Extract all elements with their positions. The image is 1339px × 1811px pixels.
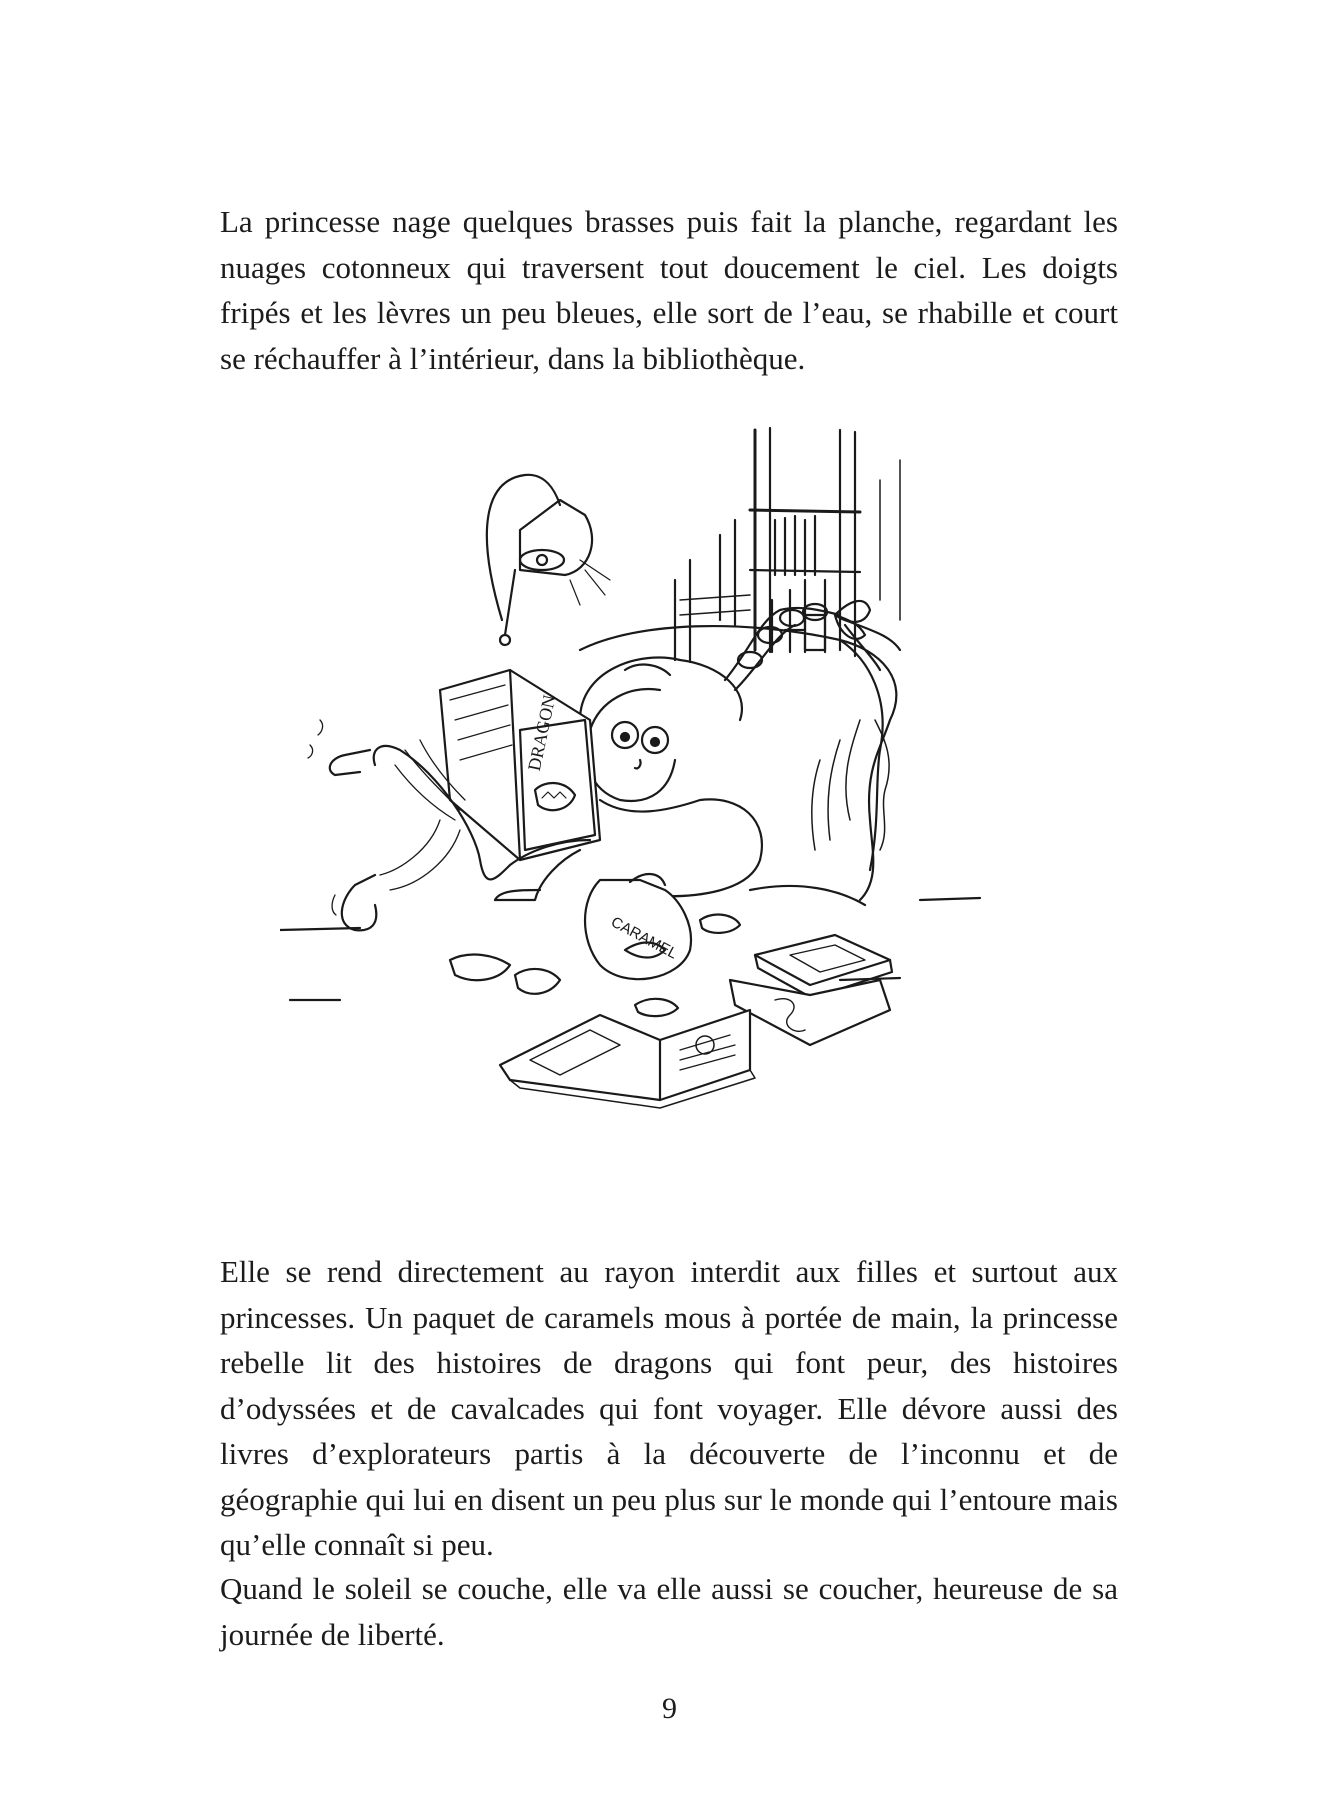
open-book [500, 1010, 755, 1108]
page-number: 9 [662, 1692, 677, 1725]
paragraph-sunset: Quand le soleil se couche, elle va elle aussi se coucher, heureuse de sa journée de liberté. [220, 1571, 1118, 1652]
lamp-icon [487, 475, 610, 645]
books-stack [730, 935, 892, 1045]
book-cover-text: DRAGON [523, 693, 560, 773]
candy-bag-text: CARAMEL [608, 913, 681, 963]
face [586, 722, 675, 801]
caramel-bag [585, 874, 691, 979]
paragraph-library: Elle se rend directement au rayon interdit aux filles et surtout aux princesses. Un paquet de caramels mous à portée de main, la princesse rebelle lit des histoires de dragons qui font peur, des histoires d’odyssées et de cavalcades qui font voyager. Elle dévore aussi des livres d’explorateurs partis à la découverte de l’inconnu et de géographie qui lui en disent un peu plus sur le monde qui l’entoure mais qu’elle connaît si peu. [220, 1254, 1118, 1562]
book-dragon [440, 670, 600, 860]
hair-braid [580, 601, 900, 730]
illustration-princess-reading [280, 420, 1040, 1210]
paragraph-swimming: La princesse nage quelques brasses puis fait la planche, regardant les nuages cotonneux qui traversent tout doucement le ciel. Les doigts fripés et les lèvres un peu bleues, elle sort de l’eau, se rhabille et court se réchauffer à l’intérieur, dans la bibliothèque. [220, 204, 1118, 376]
